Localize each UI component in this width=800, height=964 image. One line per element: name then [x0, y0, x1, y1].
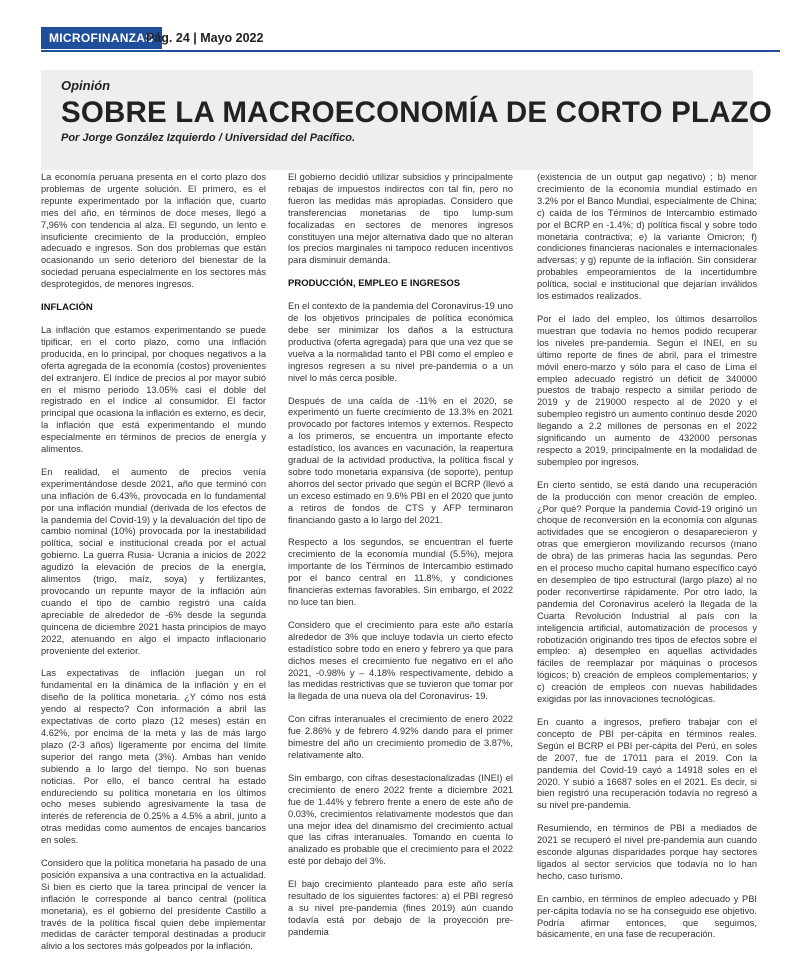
paragraph: El gobierno decidió utilizar subsidios y principalmente rebajas de impuestos indirectos con tal fin, pero no fueron las medidas más apropiadas. Considero que transferencias monetarias de tipo lump-sum focalizadas en sectores de menores ingresos constituyen una mejor alternativa dado que no alteran los precios marginales ni tampoco reducen incentivos para disminuir demanda. — [288, 172, 513, 266]
paragraph: Sin embargo, con cifras desestacionalizadas (INEI) el crecimiento de enero 2022 frente a diciembre 2021 fue de 1.44% y febrero frente a enero de este año de 0.03%, crecimientos relativamente modestos que dan una mejor idea del dinamismo del crecimiento actual que las cifras interanuales. Tomando en cuenta lo analizado es probable que el crecimiento para el 2022 esté por debajo del 3%. — [288, 772, 513, 867]
paragraph: Resumiendo, en términos de PBI a mediados de 2021 se recuperó el nivel pre-pandemia aun cuando esconde algunas disparidades porque hay sectores ligados al sector servicios que todavía no lo han hecho, caso turismo. — [537, 823, 757, 881]
paragraph: (existencia de un output gap negativo) ; b) menor crecimiento de la economía mundial estimado en 3.2% por el Banco Mundial, especialmente de China; c) caída de los Términos de Intercambio estimado por el BCRP en -1.4%; d) política fiscal y sobre todo monetaria contractiva; e) la variante Omicron; f) condiciones financieras nacionales e internacionales adversas; y g) repunte de la inflación. Sin considerar probables empeoramientos de la incertidumbre política, social e institucional que dejarían inválidos los estimados realizados. — [537, 172, 757, 302]
paragraph: Respecto a los segundos, se encuentran el fuerte crecimiento de la economía mundial (5.5%), mejora importante de los Términos de Intercambio estimado por el banco central en 11.8%, y condiciones financieras externas favorables. Sin embargo, el 2022 no luce tan bien. — [288, 537, 513, 607]
text-column-3 — [537, 172, 757, 952]
paragraph: En cierto sentido, se está dando una recuperación de la producción con menor creación de empleo. ¿Por qué? Porque la pandemia Covid-19 originó un choque de reconversión en la economía con algunas actividades que se encogieron o desaparecieron y otras que emergieron movilizando recursos (mano de obra) de las primeras hacia las segundas. Pero en el proceso mucho capital humano específico cayó en desempleo de tipo estructural (largo plazo) al no poder reconvertirse rápidamente. Por otro lado, la pandemia del Coronavirus aceleró la llegada de la Cuarta Revolución Industrial al país con la inteligencia artificial, automatización de procesos y robotización originando tres tipos de efectos sobre el empleo: a) desempleo en aquellas actividades fáciles de reemplazar por máquinas o procesos lógicos; b) creación de empleos complementarios; y c) creación de empleos con nuevas habilidades exigidas por las innovaciones tecnológicas. — [537, 479, 757, 705]
text-column-2 — [288, 172, 513, 950]
paragraph: La inflación que estamos experimentando se puede tipificar, en el corto plazo, como una inflación producida, en lo principal, por choques negativos a la oferta agregada de la economía (costos) provenientes del extranjero. El índice de precios al por mayor subió en el mismo periodo 13.05% casi el doble del registrado en el índice al consumidor. El factor principal que ocasiona la inflación es externo, es decir, la inflación que está experimentando el mundo especialmente en términos de precios de energía y alimentos. — [41, 324, 266, 455]
section-label: Opinión — [61, 78, 111, 93]
paragraph: Después de una caída de -11% en el 2020, se experimentó un fuerte crecimiento de 13.3% en 2021 provocado por factores internos y externos. Respecto a los primeros, se encuentra un importante efecto estadístico, los avances en vacunación, la reapertura gradual de la actividad productiva, la política fiscal y sobre todo monetaria expansiva (de soporte), pentup ahorros del sector privado que según el BCRP (llevó a un exceso estimado en 9.6% PBI en el 2020 que junto a retiros de fondos de CTS y AFP terminaron financiando gasto a lo largo del 2021. — [288, 395, 513, 525]
section-heading: PRODUCCIÓN, EMPLEO E INGRESOS — [288, 278, 461, 290]
section-heading: INFLACIÓN — [41, 302, 93, 314]
paragraph: Las expectativas de inflación juegan un rol fundamental en la dinámica de la inflación y en el diseño de la política monetaria. ¿Y cómo nos está yendo al respecto? Con información a abril las expectativas de corto plazo (12 meses) están en 4.62%, por encima de la meta y las de más largo plazo (2-3 años) ligeramente por encima del límite superior del rango meta (3%). Ambas han venido subiendo a lo largo del tiempo. No son buenas noticias. Por ello, el banco central ha estado endureciendo su política monetaria en los últimos ocho meses subiendo agresivamente la tasa de interés de referencia de 0.25% a 4.5% a abril, junto a otras medidas como aumentos de encajes bancarios en soles. — [41, 668, 266, 846]
paragraph: Por el lado del empleo, los últimos desarrollos muestran que todavía no hemos podido recuperar los niveles pre-pandemia. Según el INEI, en su último reporte de fines de abril, para el trimestre móvil enero-marzo y sólo para el caso de Lima el empleo adecuado registró un déficit de 340000 puestos de trabajo respecto a similar periodo de 2019 y de 219000 respecto al de 2020 y el subempleo registró un aumento continuo desde 2020 llegando a 2.2 millones de personas en el 2022 significando un aumento de 432000 personas respecto a 2019, principalmente en la modalidad de subempleo por ingresos. — [537, 313, 757, 467]
paragraph: El bajo crecimiento planteado para este año sería resultado de los siguientes factores: a) el PBI regresó a su nivel pre-pandemia (fines 2019) aún cuando todavía está por debajo de la proyección pre-pandemia — [288, 879, 513, 937]
paragraph: En el contexto de la pandemia del Coronavirus-19 uno de los objetivos principales de política económica debe ser minimizar los daños a la estructura productiva (oferta agregada) para que una vez que se vuelva a la normalidad tanto el PBI como el empleo e ingresos regresen a su nivel pre-pandemia o a un nivel lo más cerca posible. — [288, 301, 513, 383]
paragraph: Considero que el crecimiento para este año estaría alrededor de 3% que incluye todavía un cierto efecto estadístico sobre todo en enero y febrero ya que para dichos meses el crecimiento fue negativo en el año 2021, -0.98% y – 4.18% respectivamente, debido a las medidas restrictivas que se tuvieron que tomar por la llegada de una nueva ola del Coronavirus- 19. — [288, 619, 513, 702]
text-column-1 — [41, 172, 266, 964]
article-title: SOBRE LA MACROECONOMÍA DE CORTO PLAZO — [61, 96, 773, 129]
paragraph: En cuanto a ingresos, prefiero trabajar con el concepto de PBI per-cápita en términos reales. Según el BCRP el PBI per-cápita del Perú, en soles de 2007, fue de 17011 para el 2019. Con la pandemia del Covid-19 cayó a 14918 soles en el 2020. Y subió a 16687 soles en el 2021. Es decir, si bien registró una recuperación todavía no regresó a su nivel pre-pandemia. — [537, 716, 757, 811]
paragraph: En cambio, en términos de empleo adecuado y PBI per-cápita todavía no se ha conseguido ese objetivo. Podría afirmar entonces, que seguimos, básicamente, en una fase de recuperación. — [537, 893, 757, 940]
brand-logo: MICROFINANZAS — [41, 27, 162, 49]
article-byline: Por Jorge González Izquierdo / Universidad del Pacífico. — [61, 132, 356, 144]
paragraph: Considero que la política monetaria ha pasado de una posición expansiva a una contractiva en la actualidad. Si bien es cierto que la tarea principal de vencer la inflación le corresponde al banco central (política monetaria), es el gobierno del presidente Castillo a través de la política fiscal quien debe implementar medidas de carácter temporal destinadas a producir alivio a los sectores más golpeados por la inflación. — [41, 858, 266, 952]
page-header — [41, 27, 780, 49]
page-info: Pág. 24 | Mayo 2022 — [146, 31, 264, 45]
paragraph: La economía peruana presenta en el corto plazo dos problemas de urgente solución. El primero, es el repunte experimentado por la inflación que, cuarto mes del año, en términos de doce meses, llegó a 7,96% con tendencia al alza. El segundo, un lento e insuficiente crecimiento de la producción, empleo adecuado e ingresos. Son dos problemas que están ocasionando un serio deterioro del bienestar de la sociedad peruana especialmente en los sectores más desprotegidos, de menores ingresos. — [41, 172, 266, 290]
paragraph: En realidad, el aumento de precios venía experimentándose desde 2021, año que terminó con una inflación de 6.43%, provocada en lo fundamental por una inflación mundial (derivada de los efectos de la pandemia del Covid-19) y la devaluación del tipo de cambio nominal (10%) provocada por la inestabilidad política, social e institucional creada por el actual gobierno. La guerra Rusia- Ucrania a inicios de 2022 agudizó la elevación de precios de la energía, alimentos (trigo, maíz, soya) y fertilizantes, provocando un repunte mayor de la inflación aún cuando el tipo de cambio registró una caída apreciable de alrededor de -6% desde la segunda quincena de diciembre 2021 hasta principios de mayo 2022, atenuando en algo el impacto inflacionario proveniente del exterior. — [41, 466, 266, 656]
paragraph: Con cifras interanuales el crecimiento de enero 2022 fue 2.86% y de febrero 4.92% dando para el primer bimestre del año un crecimiento promedio de 3.87%, relativamente alto. — [288, 714, 513, 760]
header-divider — [41, 50, 780, 52]
title-block — [41, 70, 773, 170]
